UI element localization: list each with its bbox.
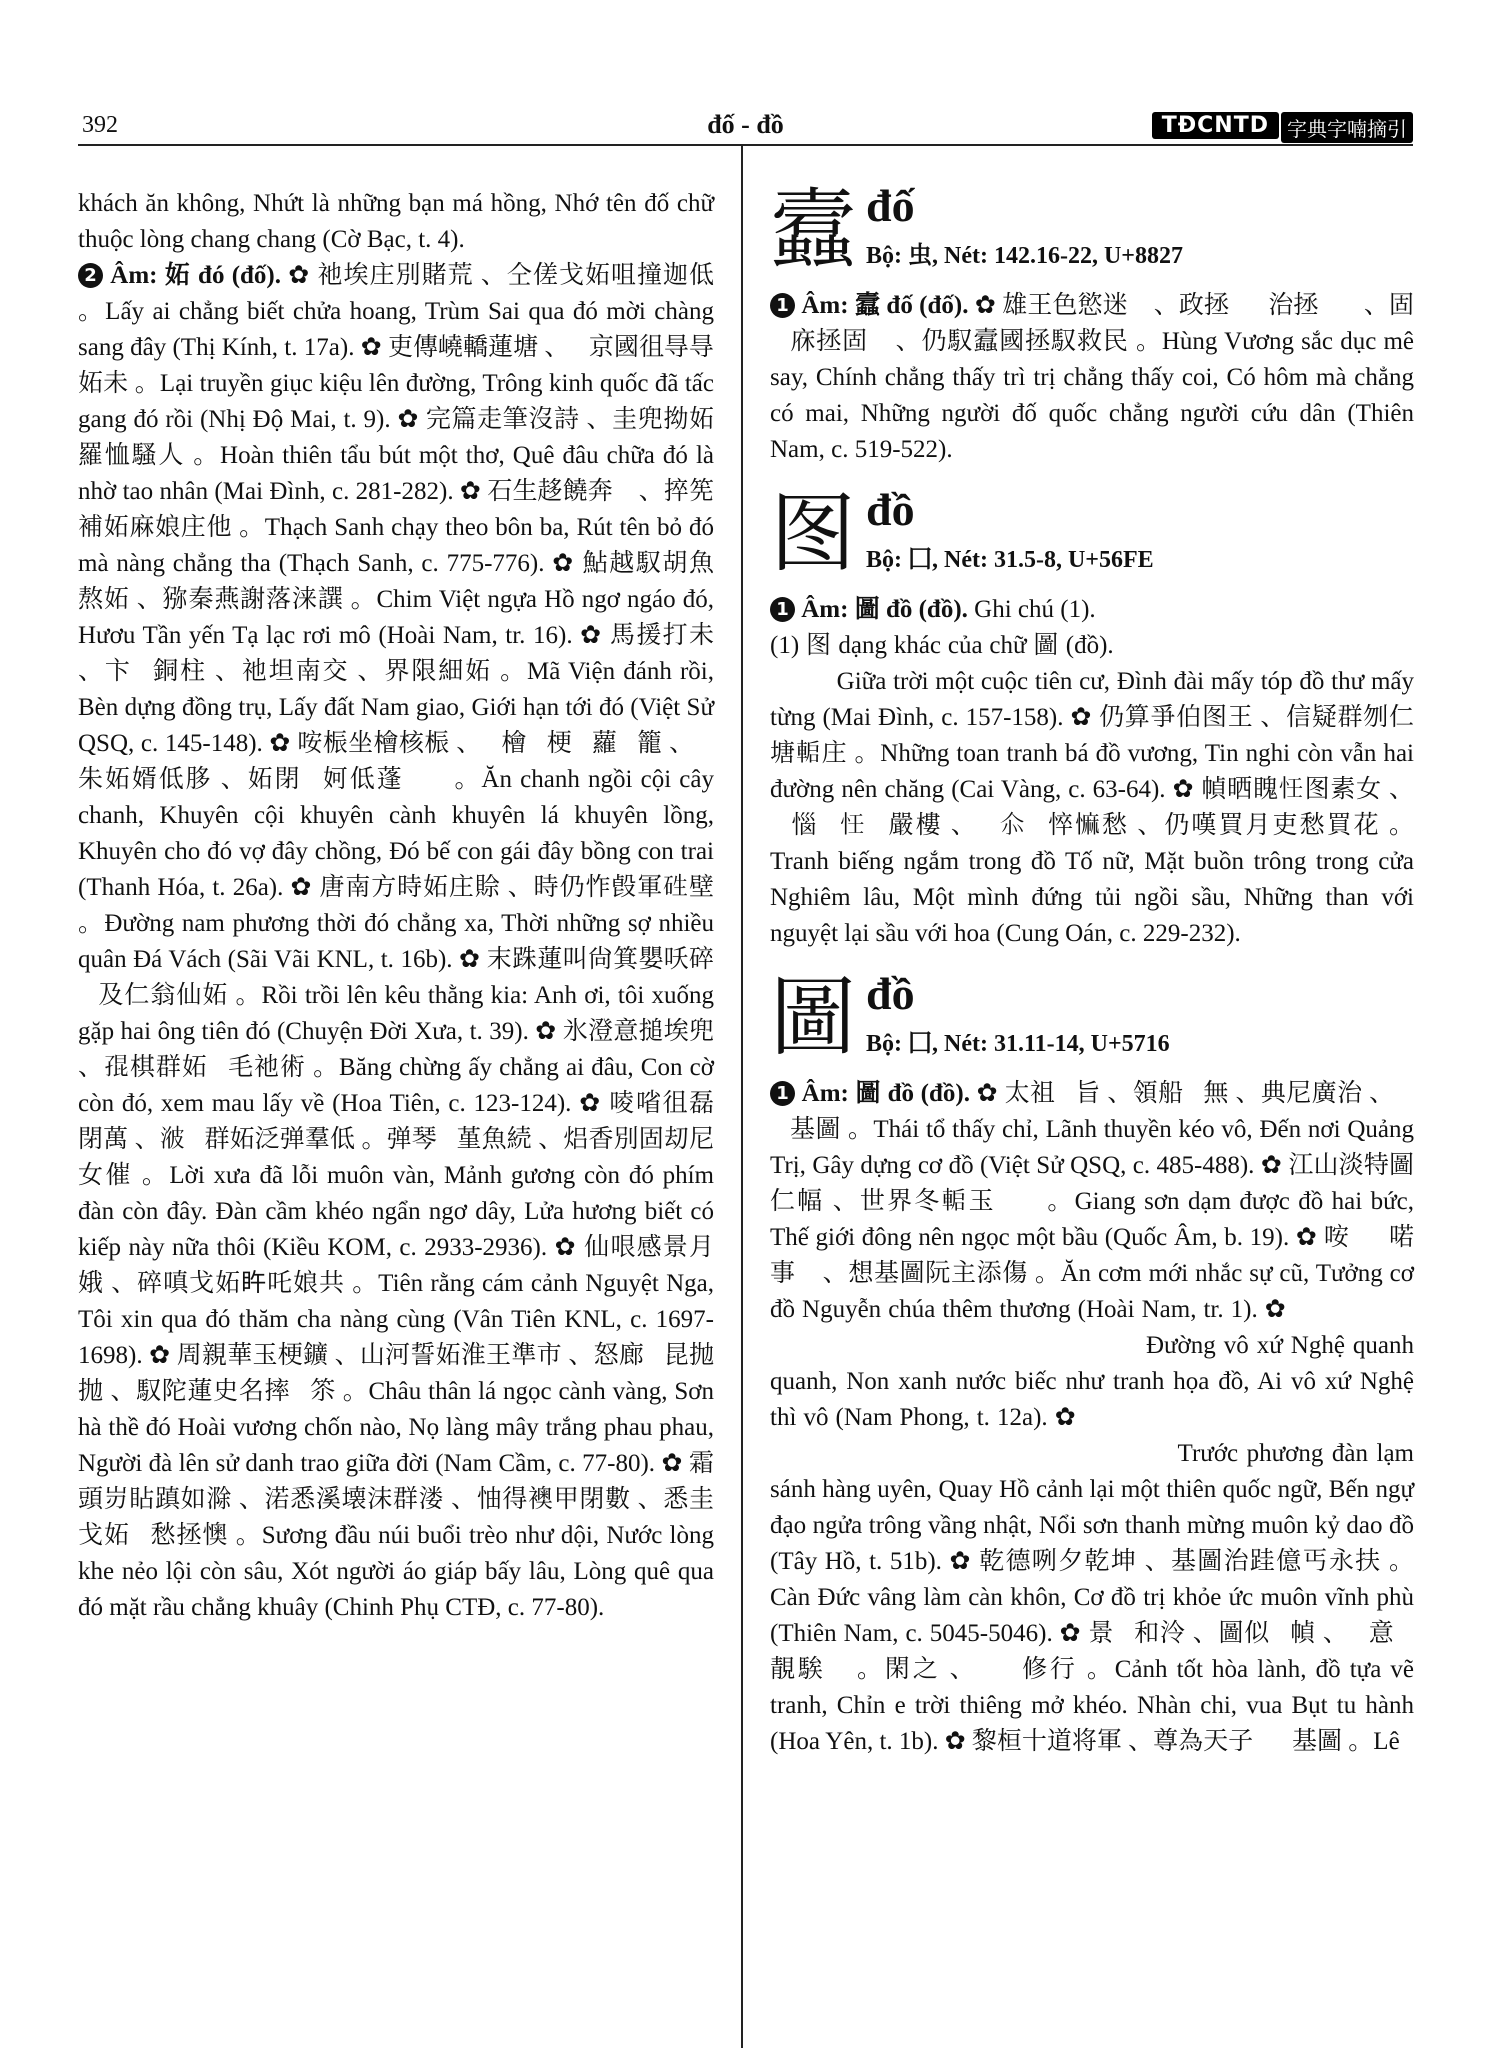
entry-header-do-huyen-1 [770, 482, 1414, 592]
sense-note: Ghi chú (1). [974, 596, 1096, 623]
sense-number: 1 [770, 1081, 795, 1106]
sense-number: 1 [770, 597, 795, 622]
headword: đố [866, 180, 915, 231]
headword: đồ [866, 968, 915, 1019]
tdcntd-logo: TĐCNTD [1152, 112, 1279, 139]
right-column [770, 178, 1414, 1760]
han-nom-logo: 字典字喃摘引 [1281, 112, 1413, 143]
sense-body: ✿ 太祖𩇢旨 、領船𢭂無 、典尼廣治 、𢲫𨀈基圖 。Thái tổ thấy chỉ, Lãnh thuyền kéo vô, Đến nơi Quảng Trị, Gây dựng cơ đồ (Việt Sử QSQ, c. 485-488). ✿ 江山淡特圖仁幅 、世界冬𨌋玉𠁀𦆹 。Giang sơn dạm được đồ hai bức, Thế giới đông nên ngọc một bầu (Quốc Âm, b. 19). ✿ 咹𩛷𩈘喏事𦝄 、想基圖阮主添傷 。Ăn cơm mới nhắc sự cũ, Tưởng cơ đồ Nguyễn chúa thêm thương (Hoài Nam, tr. 1). ✿ 𡏦無處乂名名 、𡹝青氷碧如爭畫圖 、埃無處乂辰無 。Đường vô xứ Nghệ quanh quanh, Non xanh nước biếc như tranh họa đồ, Ai vô xứ Nghệ thì vô (Nam Phong, t. 12a). ✿ 𥪝芳弹𤀓聘行鴦 、揀湖景吏沒篇國語 、𨖲御道𨓈𨤵彙日 、浽山聲𢜠闖紀瑤圖 。Trước phương đàn lạm sánh hàng uyên, Quay Hồ cảnh lại một thiên quốc ngữ, Bến ngự đạo ngửa trông vầng nhật, Nổi sơn thanh mừng muôn kỷ dao đồ (Tây Hồ, t. 51b). ✿ 乾德咧夕乾坤 、基圖治跬億丐永扶 。Càn Đức vâng làm càn khôn, Cơ đồ trị khỏe ức muôn vĩnh phù (Thiên Nam, c. 5045-5046). ✿ 景𡫡和泠 、圖似𢑽幀 、𠫾意𠓨靚騃𡫡 。閑之 、𥛭𡊲修行 。Cảnh tốt hòa lành, đồ tựa vẽ tranh, Chỉn e trời thiêng mở khéo. Nhàn chi, vua Bụt tu hành (Hoa Yên, t. 1b). ✿ 黎桓十道将軍 、尊為天子𨀈𡃚基圖 。Lê [770, 1080, 1414, 1755]
sense-heading: Âm: 圖 đồ (đồ). [801, 1080, 970, 1107]
headword: đồ [866, 484, 915, 535]
sense-heading: Âm: 圖 đồ (đồ). [801, 596, 968, 623]
sense-block [78, 258, 714, 1626]
headword-character: 图 [770, 484, 856, 584]
entry-header-do-huyen-2 [770, 966, 1414, 1076]
page-title: đố - đồ [707, 110, 784, 139]
sense-number: 1 [770, 293, 795, 318]
sense-block [770, 592, 1414, 628]
left-column [78, 186, 714, 1626]
entry-header-do-sac [770, 178, 1414, 288]
sense-heading: Âm: 妬 đó (đố). [110, 262, 282, 289]
headword-character: 圖 [770, 968, 856, 1068]
column-divider [741, 146, 743, 2048]
sense-block [770, 288, 1414, 468]
radical-info: Bộ: 囗, Nét: 31.11-14, U+5716 [866, 1031, 1170, 1057]
radical-info: Bộ: 囗, Nét: 31.5-8, U+56FE [866, 547, 1154, 573]
sense-heading: Âm: 蠧 đố (đố). [801, 292, 969, 319]
radical-info: Bộ: 虫, Nét: 142.16-22, U+8827 [866, 243, 1183, 269]
page-number: 392 [82, 112, 118, 138]
note-body: (1) 图 dạng khác của chữ 圖 (đồ). ✿ 𡧲𡗶沒局仙居 、亭臺𠇍塔图書𠇍層 。Giữa trời một cuộc tiên cư, Đình đài mấy tóp đồ thư mấy từng (Mai Đình, c. 157-158). ✿ 仍算爭伯图王 、信疑群刎仁塘𨌋庄 。Những toan tranh bá đồ vương, Tin nghi còn vẫn hai đường nên chăng (Cai Vàng, c. 63-64). ✿ 幀晒䁛𢗖图素女 、𩈘惱𨤵𢗖𨷯嚴樓 、𠬠𠇍𨀈悴𢠩愁 、仍嘆買月吏愁買花 。Tranh biếng ngắm trong đồ Tố nữ, Mặt buồn trông trong cửa Nghiêm lâu, Một mình đứng tủi ngồi sầu, Những than với nguyệt lại sầu với hoa (Cung Oán, c. 229-232). [770, 632, 1414, 947]
headword-character: 蠧 [770, 180, 856, 280]
sense-body: ✿ 雄王色慾迷𪢂 、政拯𩇢𨀈治拯𩇢𥊛 、固𣋚庥拯固𣈙 、仍馭蠧國拯馭救民 。Hùng Vương sắc dục mê say, Chính chẳng thấy trì trị chẳng thấy coi, Có hôm mà chẳng có mai, Những người đố quốc chẳng người cứu dân (Thiên Nam, c. 519-522). [770, 292, 1415, 463]
sense-block [770, 1076, 1414, 1760]
page-header [78, 108, 1413, 146]
sense-number: 2 [78, 263, 103, 288]
paragraph-continuation: khách ăn không, Nhứt là những bạn má hồng, Nhớ tên đố chữ thuộc lòng chang chang (Cờ Bạc, t. 4). [78, 190, 714, 253]
sense-body: ✿ 祂埃庄別賭荒 、仝傞戈妬咀撞迦低 。Lấy ai chẳng biết chửa hoang, Trùm Sai qua đó mời chàng sang đây (Thị Kính, t. 17a). ✿ 吏傳嶢轎蓮塘 、𨤵京國徂㝵㝵妬未 。Lại truyền giục kiệu lên đường, Trông kinh quốc đã tấc gang đó rồi (Nhị Độ Mai, t. 9). ✿ 完篇走筆沒詩 、圭兜拗妬羅恤騷人 。Hoàn thiên tẩu bút một thơ, Quê đâu chữa đó là nhờ tao nhân (Mai Đình, c. 281-282). ✿ 石生趍饒奔𠰳 、捽筅補妬麻娘庄他 。Thạch Sanh chạy theo bôn ba, Rút tên bỏ đó mà nàng chẳng tha (Thạch Sanh, c. 775-776). ✿ 鮎越馭胡魚熬妬 、猕秦燕謝落涞譔 。Chim Việt ngựa Hồ ngơ ngáo đó, Hươu Tần yến Tạ lạc rơi mô (Hoài Nam, tr. 16). ✿ 馬援打未 、卞𨀈銅柱 、祂坦南交 、界限細妬 。Mã Viện đánh rồi, Bèn dựng đồng trụ, Lấy đất Nam giao, Giới hạn tới đó (Việt Sử QSQ, c. 145-148). ✿ 咹桭坐檜核桭 、𡃊檜𡃊梗𡃊蘿𡃊籠 、𡃊朱妬婿低䏧 、妬閉𡥵妸低蓬𡥵𡥵 。Ăn chanh ngồi cội cây chanh, Khuyên cội khuyên cành khuyên lá khuyên lồng, Khuyên cho đó vợ đây chồng, Đó bế con gái đây bồng con trai (Thanh Hóa, t. 26a). ✿ 唐南方時妬庄賒 、時仍怍㲃軍𥑥壁 。Đường nam phương thời đó chẳng xa, Thời những sợ nhiều quân Đá Vách (Sãi Vãi KNL, t. 16b). ✿ 末跦蓮叫尙箕嬰㕭碎𨄹及仁翁仙妬 。Rồi trồi lên kêu thằng kia: Anh ơi, tôi xuống gặp hai ông tiên đó (Chuyện Đời Xưa, t. 39). ✿ 氷澄意搥埃兜 、𡥵棋群妬𧏵毛祂術 。Băng chừng ấy chẳng ai đâu, Con cờ còn đó, xem mau lấy về (Hoa Tiên, c. 123-124). ✿ 㖫㗂徂磊閉萬 、𣷭𠖤群妬泛弹羣低 。弹琴𡫡堇魚続 、焒香別固刧尼女催 。Lời xưa đã lỗi muôn vàn, Mảnh gương còn đó phím đàn còn đây. Đàn cầm khéo ngẩn ngơ dây, Lửa hương biết có kiếp này nữa thôi (Kiều KOM, c. 2933-2936). ✿ 仙哏感景月娥 、碎嗔戈妬𥄭吒娘共 。Tiên rằng cám cảnh Nguyệt Nga, Tôi xin qua đó thăm cha nàng cùng (Vân Tiên KNL, c. 1697-1698). ✿ 周親華玉梗鑛 、山河誓妬淮王準市 、怒廊𨖲昆抛抛 、馭陀蓮史名摔𦤾䇣 。Châu thân lá ngọc cành vàng, Sơn hà thề đó Hoài vương chốn nào, Nọ làng mây trắng phau phau, Người đà lên sử danh trao giữa đời (Nam Cầm, c. 77-80). ✿ 霜頭岃䀡蹎如滁 、渃悉溪壊沫群溇 、怞得襖甲閉數 、悉圭戈妬𩈘愁拯懊 。Sương đầu núi buổi trèo như dội, Nước lòng khe nẻo lội còn sâu, Xót người áo giáp bấy lâu, Lòng quê qua đó mặt rầu chẳng khuây (Chinh Phụ CTĐ, c. 77-80). [78, 262, 715, 1621]
